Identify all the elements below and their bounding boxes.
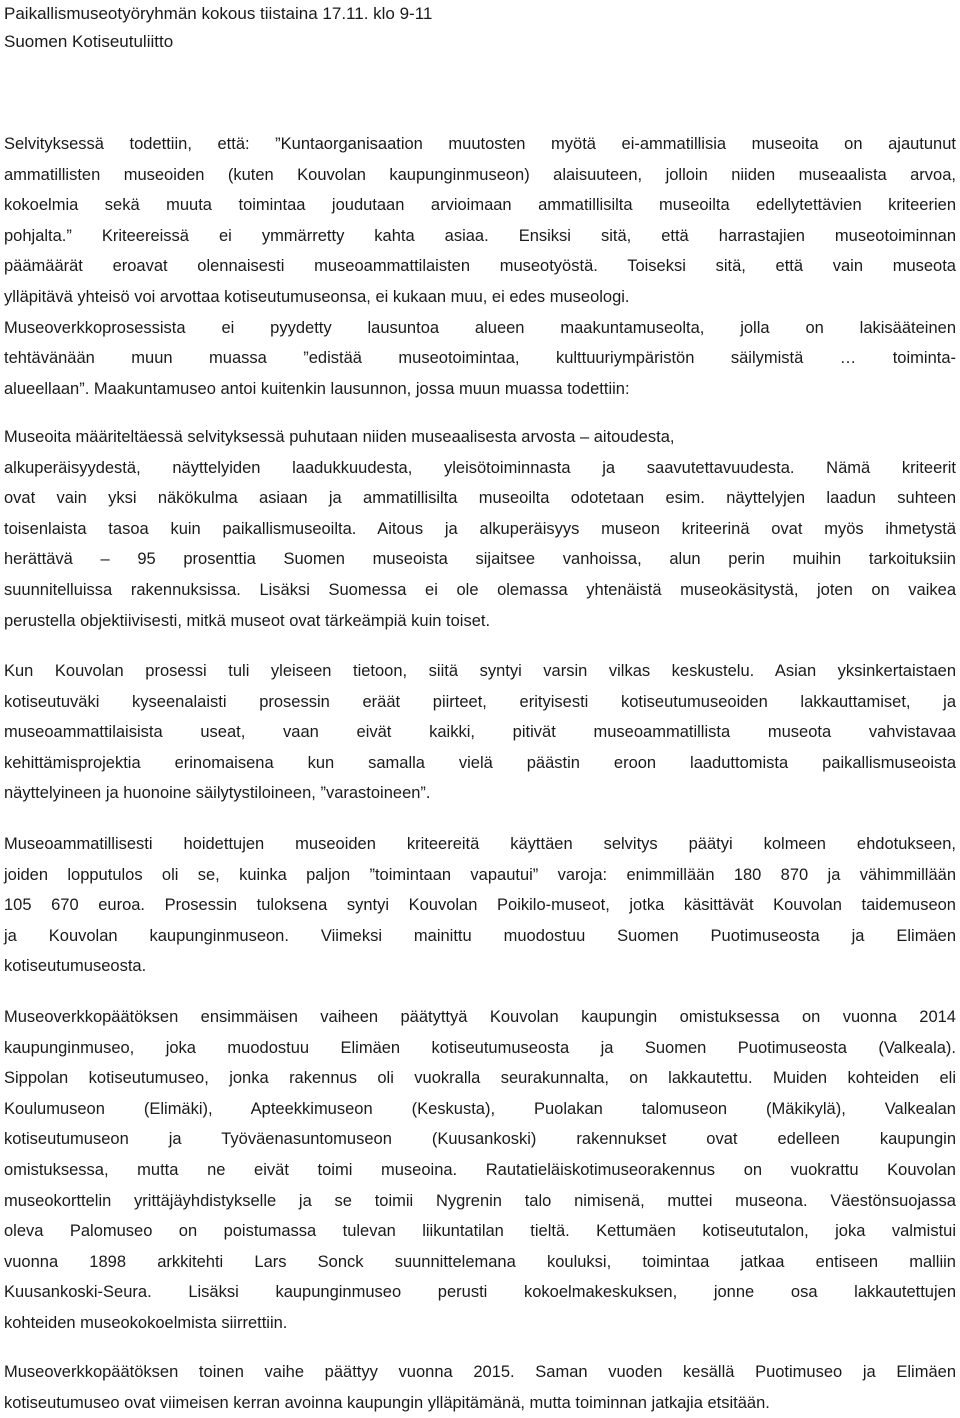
text-line: kotiseutumuseosta. — [4, 957, 147, 976]
document-header — [4, 0, 432, 56]
paragraph-5 — [4, 1002, 956, 1339]
text-line: Museoverkkopäätöksen ensimmäisen vaiheen päätyttyä Kouvolan kaupungin omistuksessa on vuonna 2014 — [4, 1008, 956, 1026]
text-line: kohteiden museokokoelmista siirrettiin. — [4, 1313, 288, 1332]
text-line: näyttelyineen ja huonoine säilytystiloineen, ”varastoineen”. — [4, 784, 431, 803]
text-line: Museoita määriteltäessä selvityksessä puhutaan niiden museaalisesta arvosta – aitoudesta, — [4, 428, 675, 446]
paragraph-6 — [4, 1357, 956, 1418]
text-line: Museoammatillisesti hoidettujen museoiden kriteereitä käyttäen selvitys päätyi kolmeen ehdotukseen, — [4, 835, 956, 853]
text-line: kokoelmia sekä muuta toimintaa joudutaan arvioimaan ammatillisilta museoilta edellytettävien kriteerien — [4, 196, 956, 215]
text-line: ammatillisten museoiden (kuten Kouvolan kaupunginmuseon) alaisuuteen, jolloin niiden museaalista arvoa, — [4, 165, 956, 184]
text-line: pohjalta.” Kriteereissä ei ymmärretty kahta asiaa. Ensiksi sitä, että harrastajien museotoiminnan — [4, 226, 956, 245]
text-line: tehtävänään muun muassa ”edistää museotoimintaa, kulttuuriympäristön säilymistä … toiminta- — [4, 349, 956, 368]
text-line: omistuksessa, mutta ne eivät toimi museoina. Rautatieläiskotimuseorakennus on vuokrattu Kouvolan — [4, 1160, 956, 1179]
text-line: kehittämisprojektia erinomaisena kun samalla vielä päästin eroon laaduttomista paikallismuseoista — [4, 753, 956, 772]
text-line: Selvityksessä todettiin, että: ”Kuntaorganisaation muutosten myötä ei-ammatillisia museoita on ajautunut — [4, 135, 956, 153]
text-line: Museoverkkopäätöksen toinen vaihe päättyy vuonna 2015. Saman vuoden kesällä Puotimuseo ja Elimäen — [4, 1363, 956, 1381]
text-line: 105 670 euroa. Prosessin tuloksena syntyi Kouvolan Poikilo-museot, jotka käsittävät Kouvolan taidemuseon — [4, 896, 956, 915]
text-line: päämäärät eroavat olennaisesti museoammattilaisten museotyöstä. Toiseksi sitä, että vain museota — [4, 257, 956, 276]
text-line: joiden lopputulos oli se, kuinka paljon ”toimintaan vapautui” varoja: enimmillään 180 870 ja vähimmillään — [4, 865, 956, 884]
text-line: ylläpitävä yhteisö voi arvottaa kotiseutumuseonsa, ei kukaan muu, ei edes museologi. — [4, 287, 630, 306]
meeting-title: Paikallismuseotyöryhmän kokous tiistaina 17.11. klo 9-11 — [4, 4, 433, 23]
text-line: ja Kouvolan kaupunginmuseon. Viimeksi mainittu muodostuu Suomen Puotimuseosta ja Elimäen — [4, 926, 956, 945]
text-line: Museoverkkoprosessista ei pyydetty lausuntoa alueen maakuntamuseolta, jolla on lakisääteinen — [4, 318, 956, 337]
text-line: alkuperäisyydestä, näyttelyiden laadukkuudesta, yleisötoiminnasta ja saavutettavuudesta. Nämä kriteerit — [4, 458, 956, 477]
organization-name: Suomen Kotiseutuliitto — [4, 32, 174, 51]
paragraph-1 — [4, 129, 956, 404]
text-line: kotiseutuväki kyseenalaisti prosessin eräät piirteet, erityisesti kotiseutumuseoiden lakkauttamiset, ja — [4, 692, 956, 711]
text-line: alueellaan”. Maakuntamuseo antoi kuitenkin lausunnon, jossa muun muassa todettiin: — [4, 379, 630, 398]
paragraph-2 — [4, 422, 956, 636]
text-line: perustella objektiivisesti, mitkä museot ovat tärkeämpiä kuin toiset. — [4, 611, 491, 630]
text-line: museoammattilaisista useat, vaan eivät kaikki, pitivät museoammatillista museota vahvistavaa — [4, 723, 956, 742]
text-line: suunnitelluissa rakennuksissa. Lisäksi Suomessa ei ole olemassa yhtenäistä museokäsitystä, joten on vaikea — [4, 580, 956, 599]
text-line: Kuusankoski-Seura. Lisäksi kaupunginmuseo perusti kokoelmakeskuksen, jonne osa lakkautettujen — [4, 1283, 956, 1302]
paragraph-3 — [4, 656, 956, 809]
text-line: kotiseutumuseon ja Työväenasuntomuseon (Kuusankoski) rakennukset ovat edelleen kaupungin — [4, 1130, 956, 1149]
text-line: oleva Palomuseo on poistumassa tulevan liikuntatilan tieltä. Kettumäen kotiseututalon, joka valmistui — [4, 1222, 956, 1241]
text-line: ovat vain yksi näkökulma asiaan ja ammatillisilta museoilta odotetaan esim. näyttelyjen laadun suhteen — [4, 489, 956, 508]
text-line: Kun Kouvolan prosessi tuli yleiseen tietoon, siitä syntyi varsin vilkas keskustelu. Asian yksinkertaistaen — [4, 662, 956, 680]
text-line: Koulumuseon (Elimäki), Apteekkimuseon (Keskusta), Puolakan talomuseon (Mäkikylä), Valkealan — [4, 1099, 956, 1118]
paragraph-4 — [4, 829, 956, 982]
text-line: vuonna 1898 arkkitehti Lars Sonck suunnittelemana kouluksi, toimintaa jatkaa entiseen malliin — [4, 1252, 956, 1271]
text-line: toisenlaista tasoa kuin paikallismuseoilta. Aitous ja alkuperäisyys museon kriteerinä ovat myös ihmetystä — [4, 519, 956, 538]
text-line: museokorttelin yrittäjäyhdistykselle ja se toimii Nygrenin talo nimisenä, muttei museona. Väestönsuojassa — [4, 1191, 956, 1210]
text-line: Sippolan kotiseutumuseo, jonka rakennus oli vuokralla seurakunnalta, on lakkautettu. Muiden kohteiden eli — [4, 1069, 956, 1088]
text-line: kaupunginmuseo, joka muodostuu Elimäen kotiseutumuseosta ja Suomen Puotimuseosta (Valkeala). — [4, 1038, 956, 1057]
text-line: herättävä – 95 prosenttia Suomen museoista sijaitsee vanhoissa, alun perin muihin tarkoituksiin — [4, 550, 956, 569]
text-line: kotiseutumuseo ovat viimeisen kerran avoinna kaupungin ylläpitämänä, mutta toiminnan jatkajia etsitään. — [4, 1393, 770, 1412]
